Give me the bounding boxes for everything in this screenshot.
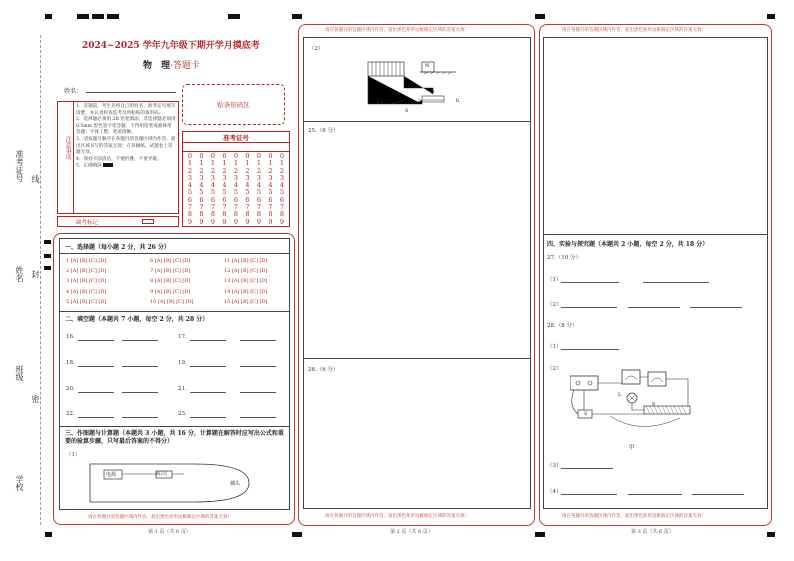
page-footer: 第 1 页（共 6 页） — [148, 529, 191, 535]
alignment-marker — [292, 532, 302, 537]
choice-option-row[interactable]: 9 [A] [B] [C] [D] — [150, 288, 191, 295]
choice-option-row[interactable]: 13 [A] [B] [C] [D] — [224, 278, 268, 285]
fill-answer-line[interactable] — [190, 417, 226, 418]
digit-bubble[interactable]: 7 — [210, 203, 216, 212]
fill-answer-line[interactable] — [78, 392, 114, 393]
subject-suffix: ·答题卡 — [170, 61, 200, 71]
digit-bubble[interactable]: 2 — [199, 166, 204, 175]
section4-title: 四、实验与探究题（本题共 2 小题，每空 2 分，共 18 分） — [547, 241, 709, 248]
digit-bubble[interactable]: 7 — [279, 203, 285, 212]
fig-label-s: S — [584, 411, 588, 417]
subject-title — [143, 58, 200, 71]
fill-answer-line[interactable] — [240, 392, 276, 393]
answer-line[interactable] — [692, 494, 744, 495]
q28-sub: （3） — [547, 463, 562, 469]
fill-item: 17. — [178, 334, 187, 340]
digit-bubble[interactable]: 0 — [210, 152, 216, 160]
digit-bubble[interactable]: 9 — [199, 217, 204, 226]
digit-grid[interactable] — [185, 153, 289, 226]
choice-option-row[interactable]: 8 [A] [B] [C] [D] — [150, 278, 191, 285]
alignment-marker — [44, 266, 51, 270]
barcode-label: 贴条形码区 — [217, 101, 250, 109]
digit-bubble[interactable]: 7 — [199, 203, 204, 212]
absent-mark-row — [57, 216, 179, 227]
alignment-marker — [228, 14, 240, 19]
digit-bubble[interactable]: 2 — [222, 166, 227, 175]
digit-bubble[interactable]: 9 — [268, 217, 273, 226]
digit-bubble[interactable]: 4 — [233, 181, 239, 190]
fig-label-lamp: 指示灯 — [156, 471, 168, 476]
digit-column[interactable] — [209, 153, 217, 226]
fill-answer-line[interactable] — [122, 366, 158, 367]
digit-bubble[interactable]: 7 — [245, 203, 250, 212]
note-item: 3．请按题号顺序在各题目的答题区域内作答，超出区域书写的答案无效；在草稿纸、试题卷上答题无效。 — [76, 136, 176, 156]
binding-line — [40, 35, 41, 525]
digit-bubble[interactable]: 4 — [199, 181, 204, 190]
note-item-text: 5．正确填涂 — [76, 163, 102, 169]
choice-grid — [66, 258, 286, 310]
fill-answer-line[interactable] — [78, 417, 114, 418]
digit-bubble[interactable]: 5 — [268, 188, 273, 197]
digit-bubble[interactable]: 2 — [245, 166, 250, 175]
boundary-note: 请在各题目的答题区域内作答，超出黑色矩形边框限定区域的答案无效！ — [325, 514, 469, 519]
fig-label-s: S — [405, 108, 409, 114]
digit-bubble[interactable]: 0 — [233, 152, 239, 160]
digit-bubble[interactable]: 6 — [187, 195, 193, 204]
q28-sub: （1） — [547, 344, 562, 350]
section2-bottom — [60, 426, 289, 427]
alignment-marker — [45, 14, 52, 19]
fill-answer-line[interactable] — [240, 417, 276, 418]
side-label-school: 学校 — [15, 475, 24, 491]
digit-bubble[interactable]: 2 — [233, 166, 239, 175]
notes-title: 注意事项 — [64, 136, 71, 160]
note-item: 1．答题前，考生先将自己的姓名、准考证号填写清楚，并认真检查监考员所粘贴的条形码。 — [76, 104, 176, 116]
alignment-marker — [77, 14, 89, 19]
exam-number-grid — [182, 131, 290, 227]
q27-sub: （2） — [547, 302, 562, 308]
fig-label-a: a — [418, 98, 421, 104]
digit-bubble[interactable]: 1 — [187, 159, 193, 168]
digit-bubble[interactable]: 2 — [279, 166, 285, 175]
answer-line[interactable] — [690, 307, 742, 308]
side-label-class: 班级 — [15, 365, 24, 381]
digit-bubble[interactable]: 3 — [199, 173, 204, 182]
note-item: 4．保持卡面清洁，不要折叠、不要弄破。 — [76, 156, 162, 162]
boundary-note: 请在各题目的答题区域内作答，超出黑色矩形边框限定区域的答案无效！ — [88, 515, 232, 520]
side-label-secret: 密 — [31, 395, 40, 403]
boundary-note: 请在各题目的答题区域内作答，超出黑色矩形边框限定区域的答案无效！ — [562, 514, 706, 519]
fig-label-l: L — [618, 392, 622, 398]
digit-bubble[interactable]: 7 — [268, 203, 273, 212]
answer-line[interactable] — [643, 282, 709, 283]
digit-bubble[interactable]: 1 — [256, 159, 262, 168]
q28-sub: （2） — [547, 366, 562, 372]
digit-bubble[interactable]: 5 — [279, 188, 285, 197]
alignment-marker — [44, 254, 51, 258]
digit-bubble[interactable]: 9 — [256, 217, 262, 226]
alignment-marker — [45, 532, 52, 537]
digit-bubble[interactable]: 4 — [187, 181, 193, 190]
alignment-marker — [767, 14, 775, 19]
fill-answer-line[interactable] — [122, 417, 158, 418]
fill-answer-line[interactable] — [190, 392, 226, 393]
fig-label-jia: 甲 — [629, 445, 635, 451]
digit-bubble[interactable]: 5 — [233, 188, 239, 197]
page2-divider — [304, 358, 530, 359]
digit-bubble[interactable]: 1 — [268, 159, 273, 168]
page-footer: 第 3 页（共 6 页） — [631, 529, 674, 535]
alignment-marker — [92, 14, 104, 19]
digit-bubble[interactable]: 7 — [233, 203, 239, 212]
digit-bubble[interactable]: 0 — [245, 152, 250, 160]
fig-label-n: N — [425, 63, 430, 69]
fill-item: 21. — [178, 386, 187, 392]
choice-option-row[interactable]: 7 [A] [B] [C] [D] — [150, 268, 191, 275]
digit-bubble[interactable]: 9 — [187, 217, 193, 226]
digit-bubble[interactable]: 4 — [222, 181, 227, 190]
digit-bubble[interactable]: 5 — [210, 188, 216, 197]
fill-answer-line[interactable] — [122, 340, 158, 341]
digit-bubble[interactable]: 4 — [268, 181, 273, 190]
digit-column[interactable] — [267, 153, 275, 226]
digit-bubble[interactable]: 9 — [233, 217, 239, 226]
side-label-line: 线 — [31, 175, 40, 183]
answer-line[interactable] — [628, 307, 680, 308]
choice-option-row[interactable]: 14 [A] [B] [C] [D] — [224, 288, 268, 295]
digit-bubble[interactable]: 5 — [245, 188, 250, 197]
boundary-note: 请在各题目的答题区域内作答，超出黑色矩形边框限定区域的答案无效！ — [562, 28, 706, 33]
barcode-area — [182, 84, 285, 125]
choice-option-row[interactable]: 3 [A] [B] [C] [D] — [66, 278, 107, 285]
digit-bubble[interactable]: 0 — [279, 152, 285, 160]
digit-bubble[interactable]: 4 — [245, 181, 250, 190]
digit-bubble[interactable]: 0 — [222, 152, 227, 160]
digit-bubble[interactable]: 5 — [187, 188, 193, 197]
side-label-name: 姓名 — [15, 266, 24, 282]
digit-bubble[interactable]: 2 — [210, 166, 216, 175]
fill-answer-line[interactable] — [122, 392, 158, 393]
digit-bubble[interactable]: 9 — [279, 217, 285, 226]
alignment-marker — [292, 14, 302, 19]
digit-bubble[interactable]: 2 — [256, 166, 262, 175]
digit-bubble[interactable]: 8 — [210, 210, 216, 219]
digit-bubble[interactable]: 6 — [256, 195, 262, 204]
question-28: 28.（8 分） — [547, 323, 578, 329]
fill-answer-line[interactable] — [78, 366, 114, 367]
digit-column[interactable] — [221, 153, 229, 226]
question-26: 26.（6 分） — [308, 367, 339, 373]
fill-answer-line[interactable] — [190, 340, 226, 341]
note-item: 2．选择题必须用 2B 铅笔填涂；非选择题必须用 0.5mm 黑色签字笔答题，不得用铅笔或圆珠笔答题；字体工整、笔迹清晰。 — [76, 117, 176, 136]
fill-answer-line[interactable] — [190, 366, 226, 367]
fig-label-p: P — [652, 402, 656, 408]
digit-bubble[interactable]: 1 — [222, 159, 227, 168]
digit-bubble[interactable]: 7 — [256, 203, 262, 212]
answer-line[interactable] — [561, 282, 619, 283]
digit-column[interactable] — [232, 153, 240, 226]
digit-bubble[interactable]: 4 — [210, 181, 216, 190]
digit-bubble[interactable]: 8 — [268, 210, 273, 219]
exam-no-title: 准考证号 — [223, 134, 249, 142]
answer-line[interactable] — [561, 349, 619, 350]
answer-line[interactable] — [628, 494, 682, 495]
absent-checkbox[interactable] — [142, 219, 154, 224]
digit-bubble[interactable]: 4 — [279, 181, 285, 190]
filled-sample — [103, 163, 113, 167]
digit-bubble[interactable]: 8 — [199, 210, 204, 219]
question-27: 27.（10 分） — [547, 255, 581, 261]
digit-bubble[interactable]: 6 — [210, 195, 216, 204]
choice-option-row[interactable]: 10 [A] [B] [C] [D] — [150, 298, 194, 305]
digit-bubble[interactable]: 7 — [222, 203, 227, 212]
name-label: 姓名： — [64, 88, 83, 95]
digit-bubble[interactable]: 0 — [268, 152, 273, 160]
choice-option-row[interactable]: 11 [A] [B] [C] [D] — [224, 258, 268, 264]
digit-bubble[interactable]: 0 — [187, 152, 193, 160]
alignment-marker — [535, 532, 545, 537]
q28-sub: （4） — [547, 489, 562, 495]
digit-bubble[interactable]: 3 — [233, 173, 239, 182]
digit-bubble[interactable]: 9 — [222, 217, 227, 226]
digit-bubble[interactable]: 6 — [233, 195, 239, 204]
digit-bubble[interactable]: 6 — [279, 195, 285, 204]
plug-circuit-figure — [84, 460, 254, 506]
digit-bubble[interactable]: 3 — [256, 173, 262, 182]
digit-bubble[interactable]: 8 — [256, 210, 262, 219]
digit-bubble[interactable]: 1 — [245, 159, 250, 168]
digit-bubble[interactable]: 3 — [210, 173, 216, 182]
fill-item: 22. — [66, 411, 75, 417]
choice-option-row[interactable]: 1 [A] [B] [C] [D] — [66, 258, 107, 264]
digit-bubble[interactable]: 6 — [199, 195, 204, 204]
name-field[interactable] — [86, 92, 176, 93]
side-label-seal: 封 — [31, 270, 40, 278]
question-25: 25.（6 分） — [308, 128, 339, 134]
fig-label-b: b — [456, 98, 460, 104]
digit-bubble[interactable]: 3 — [245, 173, 250, 182]
alignment-marker — [535, 14, 545, 19]
fill-item: 18. — [66, 360, 75, 366]
section3-title: 三、作图题与计算题（本题共 3 小题，共 16 分，计算题在解答时应写出公式和重要的验算步骤，只写最后答案的不得分） — [65, 430, 284, 445]
fig-label-power: 电源 — [106, 472, 117, 478]
subject-name: 物 理 — [143, 61, 171, 71]
section1-bottom — [60, 311, 289, 312]
alignment-marker — [44, 240, 51, 244]
page-footer: 第 2 页（共 6 页） — [390, 529, 433, 535]
electromagnet-figure — [364, 58, 464, 118]
answer-line[interactable] — [561, 494, 617, 495]
choice-option-row[interactable]: 15 [A] [B] [C] [D] — [224, 298, 268, 305]
alignment-marker — [107, 14, 119, 19]
answer-line[interactable] — [561, 307, 617, 308]
digit-bubble[interactable]: 5 — [256, 188, 262, 197]
digit-bubble[interactable]: 3 — [187, 173, 193, 182]
choice-option-row[interactable]: 6 [A] [B] [C] [D] — [150, 258, 191, 264]
digit-bubble[interactable]: 2 — [187, 166, 193, 175]
notes-box — [57, 101, 179, 214]
digit-bubble[interactable]: 8 — [245, 210, 250, 219]
page2-divider — [304, 121, 530, 122]
digit-bubble[interactable]: 1 — [210, 159, 216, 168]
choice-option-row[interactable]: 2 [A] [B] [C] [D] — [66, 268, 107, 275]
digit-bubble[interactable]: 8 — [222, 210, 227, 219]
digit-bubble[interactable]: 0 — [199, 152, 204, 160]
digit-column[interactable] — [278, 153, 286, 226]
digit-bubble[interactable]: 1 — [199, 159, 204, 168]
fill-item: 16. — [66, 334, 75, 340]
page3-divider — [544, 234, 767, 235]
section2-title: 二、填空题（本题共 7 小题，每空 2 分，共 28 分） — [65, 316, 209, 323]
digit-bubble[interactable]: 0 — [256, 152, 262, 160]
digit-bubble[interactable]: 4 — [256, 181, 262, 190]
digit-column[interactable] — [244, 153, 252, 226]
digit-column[interactable] — [186, 153, 194, 226]
absent-label: 缺考标记 — [76, 220, 99, 226]
fill-answer-line[interactable] — [78, 340, 114, 341]
fill-item: 20. — [66, 386, 75, 392]
digit-bubble[interactable]: 9 — [245, 217, 250, 226]
alignment-marker — [767, 532, 775, 537]
digit-bubble[interactable]: 1 — [233, 159, 239, 168]
side-label-exam-no: 准考证号 — [15, 150, 24, 182]
digit-bubble[interactable]: 3 — [268, 173, 273, 182]
fill-answer-line[interactable] — [240, 366, 276, 367]
section3-sub1: （1） — [66, 452, 81, 458]
fig-label-p: P — [431, 90, 435, 96]
section1-title: 一、选择题（每小题 2 分，共 26 分） — [65, 244, 170, 251]
fill-answer-line[interactable] — [240, 340, 276, 341]
fill-item: 23. — [178, 411, 187, 417]
page2-sub2: （2） — [309, 46, 324, 52]
digit-bubble[interactable]: 7 — [187, 203, 193, 212]
exam-title: 2024~2025 学年九年级下期开学月摸底考 — [82, 41, 260, 51]
choice-option-row[interactable]: 4 [A] [B] [C] [D] — [66, 288, 107, 295]
digit-bubble[interactable]: 3 — [222, 173, 227, 182]
digit-bubble[interactable]: 3 — [279, 173, 285, 182]
digit-bubble[interactable]: 8 — [233, 210, 239, 219]
boundary-note: 请在各题目的答题区域内作答，超出黑色矩形边框限定区域的答案无效！ — [325, 28, 469, 33]
digit-bubble[interactable]: 9 — [210, 217, 216, 226]
fill-item: 19. — [178, 360, 187, 366]
digit-bubble[interactable]: 6 — [245, 195, 250, 204]
digit-bubble[interactable]: 8 — [279, 210, 285, 219]
digit-bubble[interactable]: 8 — [187, 210, 193, 219]
fig-label-plug: 插头 — [230, 481, 241, 487]
digit-column[interactable] — [198, 153, 206, 226]
note-item — [76, 163, 176, 170]
digit-bubble[interactable]: 2 — [268, 166, 273, 175]
experiment-circuit-figure — [570, 366, 696, 446]
section1-divider — [60, 253, 289, 254]
digit-bubble[interactable]: 5 — [222, 188, 227, 197]
choice-option-row[interactable]: 12 [A] [B] [C] [D] — [224, 268, 268, 275]
q27-sub: （1） — [547, 277, 562, 283]
digit-column[interactable] — [255, 153, 263, 226]
digit-bubble[interactable]: 6 — [222, 195, 227, 204]
answer-line[interactable] — [561, 468, 613, 469]
digit-bubble[interactable]: 6 — [268, 195, 273, 204]
digit-bubble[interactable]: 5 — [199, 188, 204, 197]
choice-option-row[interactable]: 5 [A] [B] [C] [D] — [66, 298, 107, 305]
digit-bubble[interactable]: 1 — [279, 159, 285, 168]
